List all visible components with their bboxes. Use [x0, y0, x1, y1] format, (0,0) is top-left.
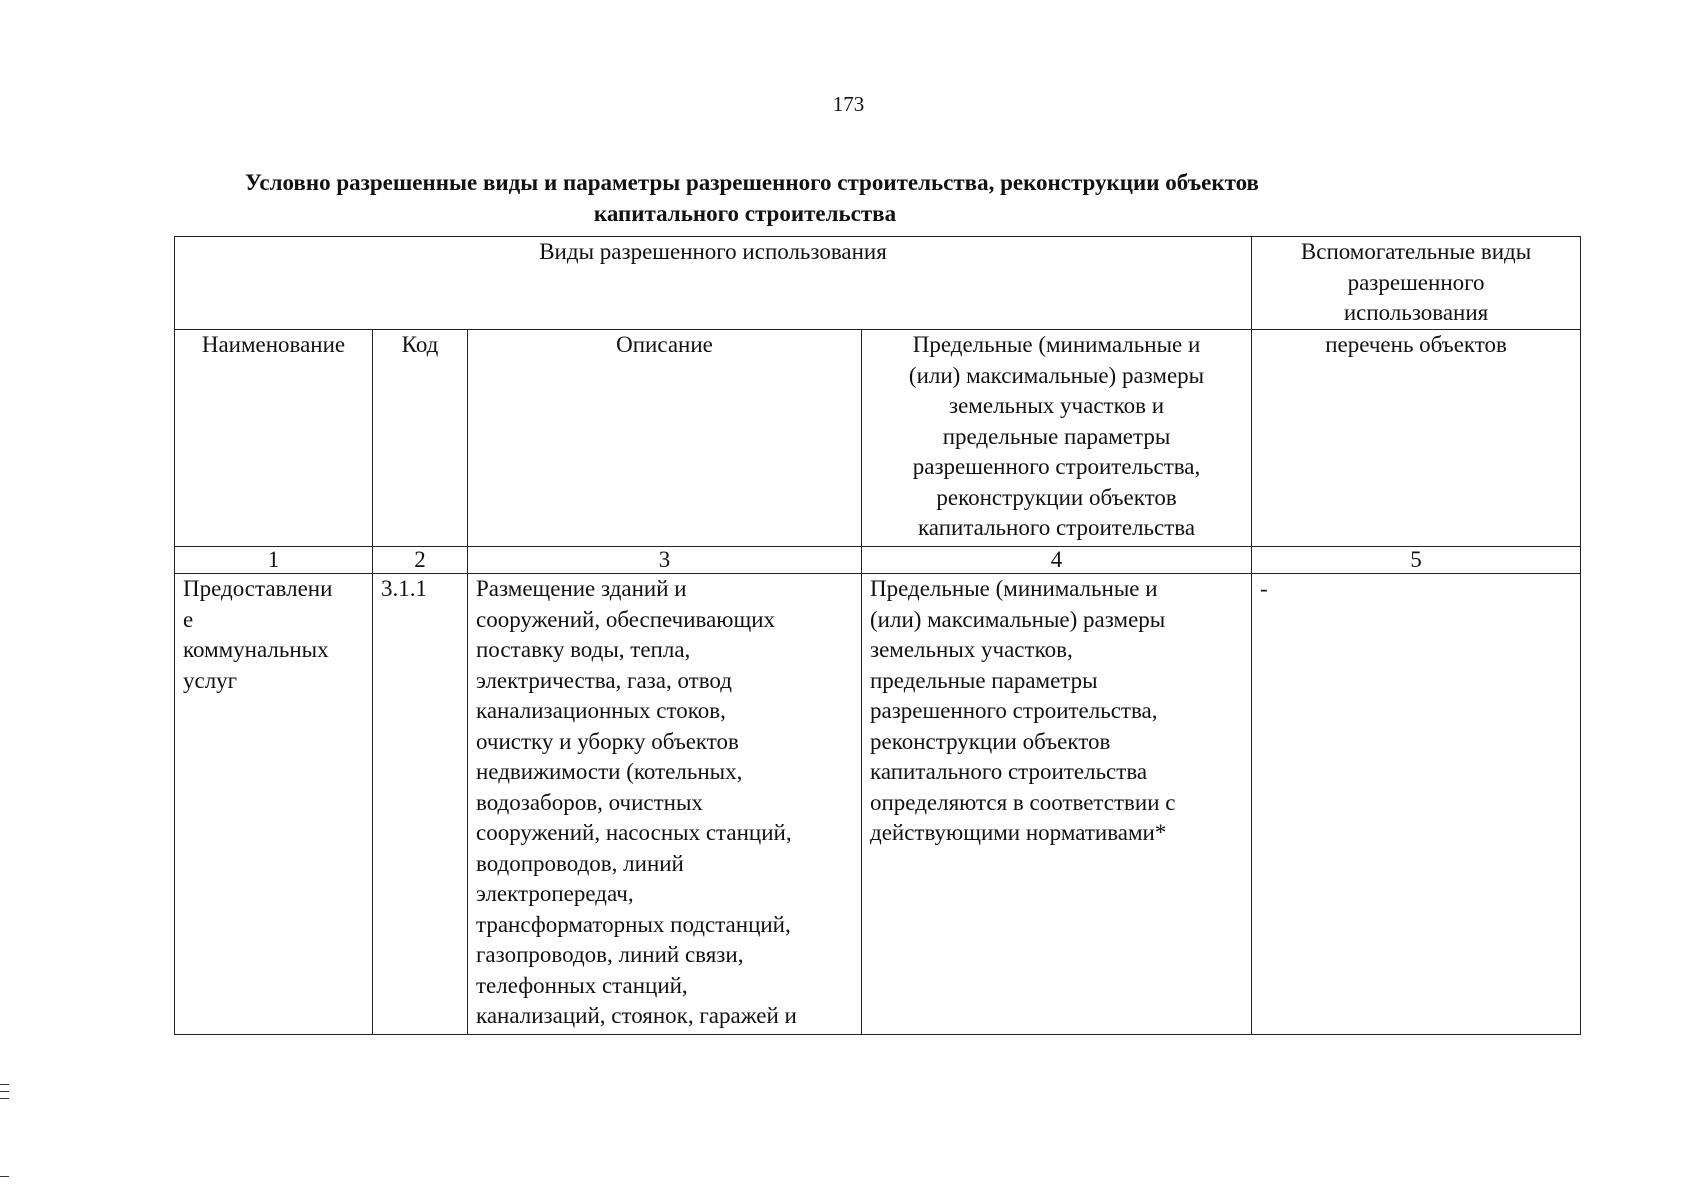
description-line: газопроводов, линий связи, [476, 942, 744, 967]
row-objects: - [1252, 574, 1581, 1035]
column-number: 4 [862, 547, 1252, 574]
limits-line: разрешенного строительства, [870, 698, 1158, 723]
description-line: Размещение зданий и [476, 576, 687, 601]
limits-line: реконструкции объектов [870, 728, 1111, 754]
page-number: 173 [832, 92, 865, 116]
column-number-row [175, 547, 1581, 574]
description-line: водозаборов, очистных [476, 789, 703, 815]
column-number: 3 [468, 547, 862, 574]
limits-line: земельных участков, [870, 637, 1073, 662]
description-line: трансформаторных подстанций, [476, 911, 791, 937]
row-description [468, 574, 862, 1035]
name-line: коммунальных [183, 637, 329, 662]
scan-edge-mark [0, 1091, 9, 1092]
description-line: сооружений, насосных станций, [476, 820, 792, 845]
name-line: услуг [183, 667, 238, 693]
title-line: Условно разрешенные виды и параметры разрешенного строительства, реконструкции объектов [245, 170, 1259, 195]
name-line: е [183, 606, 194, 632]
column-header-name: Наименование [175, 330, 373, 547]
limits-line: Предельные (минимальные и [870, 576, 1158, 601]
limits-line: действующими нормативами* [870, 820, 1167, 845]
group-header-row [175, 237, 1581, 330]
header-line: разрешенного [1347, 269, 1485, 295]
scan-edge-mark [0, 1084, 9, 1085]
permitted-use-table [174, 236, 1581, 1035]
header-line: Вспомогательные виды [1300, 239, 1532, 264]
header-line: капитального строительства [917, 515, 1196, 540]
limits-line: предельные параметры [870, 667, 1098, 693]
header-line: использования [1343, 300, 1489, 325]
title-line: капитального строительства [593, 201, 897, 226]
column-number: 5 [1252, 547, 1581, 574]
scan-edge-mark [0, 1176, 9, 1177]
header-line: земельных участков и [949, 393, 1165, 418]
limits-line: (или) максимальные) размеры [870, 606, 1166, 632]
description-line: электропередач, [476, 881, 634, 906]
limits-line: капитального строительства [870, 759, 1148, 784]
description-line: сооружений, обеспечивающих [476, 606, 775, 632]
column-header-limits [862, 330, 1252, 547]
main-uses-header: Виды разрешенного использования [175, 237, 1252, 330]
row-limits [862, 574, 1252, 1035]
name-line: Предоставлени [183, 576, 333, 601]
header-line: разрешенного строительства, [912, 454, 1201, 479]
header-line: Предельные (минимальные и [912, 332, 1201, 357]
column-header-description: Описание [468, 330, 862, 547]
description-line: водопроводов, линий [476, 850, 684, 876]
document-title [245, 167, 1259, 229]
table-row [175, 574, 1581, 1035]
column-number: 1 [175, 547, 373, 574]
description-line: недвижимости (котельных, [476, 759, 743, 784]
description-line: канализаций, стоянок, гаражей и [476, 1003, 797, 1028]
column-header-objects: перечень объектов [1252, 330, 1581, 547]
header-line: реконструкции объектов [936, 484, 1177, 510]
row-code: 3.1.1 [373, 574, 468, 1035]
description-line: поставку воды, тепла, [476, 637, 691, 662]
description-line: электричества, газа, отвод [476, 667, 732, 693]
description-line: канализационных стоков, [476, 698, 726, 723]
column-number: 2 [373, 547, 468, 574]
scan-edge-mark [0, 1098, 9, 1099]
description-line: очистку и уборку объектов [476, 728, 739, 754]
header-line: (или) максимальные) размеры [908, 362, 1205, 388]
description-line: телефонных станций, [476, 972, 688, 998]
column-header-code: Код [373, 330, 468, 547]
header-line: предельные параметры [942, 423, 1171, 449]
row-name [175, 574, 373, 1035]
limits-line: определяются в соответствии с [870, 789, 1176, 815]
column-header-row [175, 330, 1581, 547]
auxiliary-uses-header [1252, 237, 1581, 330]
